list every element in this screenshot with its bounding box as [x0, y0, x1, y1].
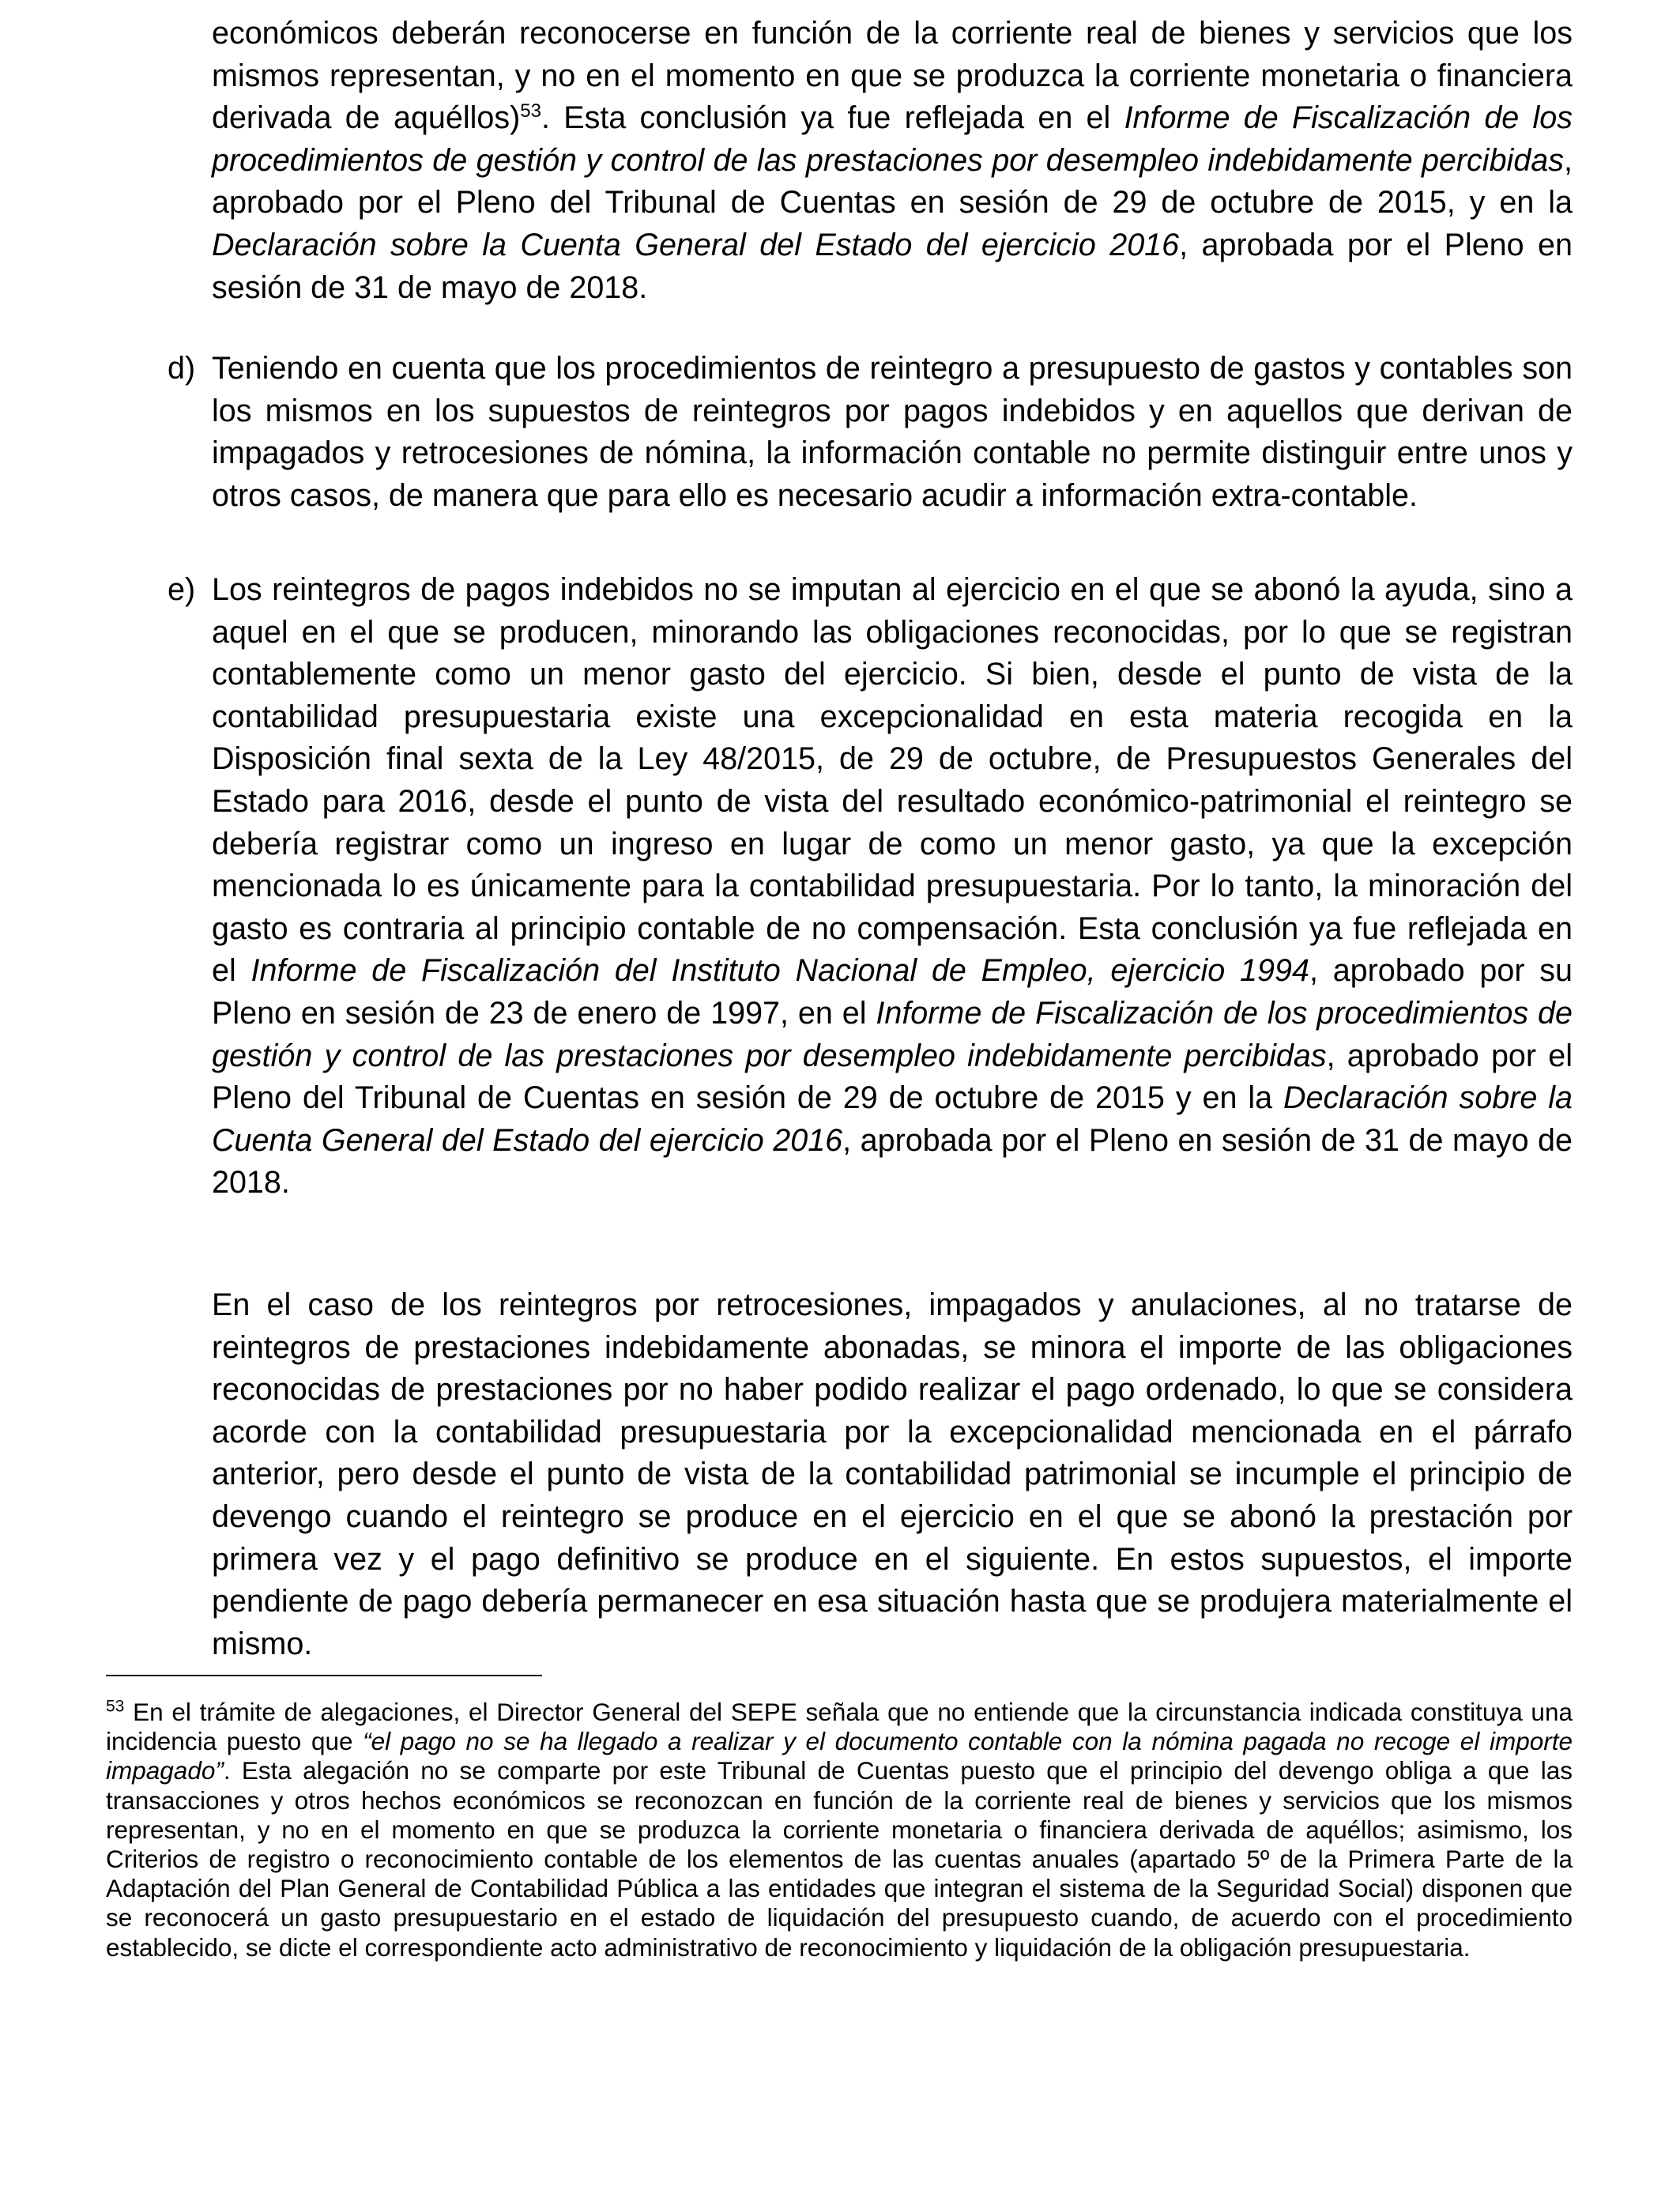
- footnote-reference[interactable]: 53: [520, 100, 541, 123]
- footnote-53: $^{53}$ En el trámite de alegaciones, el Director General del SEPE señala que no entiende que la circunstancia indicada constituya una incidencia puesto que “el pago no se ha llegado a realizar y el documento contable con la nómina pagada no recoge el importe impagado”. Esta alegación no se comparte por este Tribunal de Cuentas puesto que el principio del devengo obliga a que las transacciones y otros hechos económicos se reconozcan en función de la corriente real de bienes y servicios que los mismos representan, y no en el momento en que se produzca la corriente monetaria o financiera derivada de aquéllos; asimismo, los Criterios de registro o reconocimiento contable de los elementos de las cuentas anuales (apartado 5º de la Primera Parte de la Adaptación del Plan General de Contabilidad Pública a las entidades que integran el sistema de la Seguridad Social) disponen que se reconocerá un gasto presupuestario en el estado de liquidación del presupuesto cuando, de acuerdo con el procedimiento establecido, se dicte el correspondiente acto administrativo de reconocimiento y liquidación de la obligación presupuestaria.: [106, 1697, 1573, 1962]
- list-item-e: [168, 569, 1573, 1204]
- declaration-title-italic: Declaración sobre la Cuenta General del Estado del ejercicio 2016: [212, 1080, 1573, 1158]
- final-paragraph: En el caso de los reintegros por retrocesiones, impagados y anulaciones, al no tratarse de reintegros de prestaciones indebidamente abonadas, se minora el importe de las obligaciones reconocidas de prestaciones por no haber podido realizar el pago ordenado, lo que se considera acorde con la contabilidad presupuestaria por la excepcionalidad mencionada en el párrafo anterior, pero desde el punto de vista de la contabilidad patrimonial se incumple el principio de devengo cuando el reintegro se produce en el ejercicio en el que se abonó la prestación por primera vez y el pago definitivo se produce en el siguiente. En estos supuestos, el importe pendiente de pago debería permanecer en esa situación hasta que se produjera materialmente el mismo.: [212, 1287, 1573, 1661]
- footnote-quote: “el pago no se ha llegado a realizar y el documento contable con la nómina pagada no recoge el importe impagado”: [106, 1727, 1573, 1785]
- list-item-text: Teniendo en cuenta que los procedimientos de reintegro a presupuesto de gastos y contables son los mismos en los supuestos de reintegros por pagos indebidos y en aquellos que derivan de impagados y retrocesiones de nómina, la información contable no permite distinguir entre unos y otros casos, de manera que para ello es necesario acudir a información extra-contable.: [212, 351, 1573, 513]
- list-marker: d): [168, 351, 196, 386]
- declaration-title-italic: Declaración sobre la Cuenta General del Estado del ejercicio 2016: [212, 227, 1180, 262]
- list-marker: e): [168, 572, 196, 607]
- list-item-text: Los reintegros de pagos indebidos no se imputan al ejercicio en el que se abonó la ayuda, sino a aquel en el que se producen, minorando las obligaciones reconocidas, por lo que se registran contablemente como un menor gasto del ejercicio. Si bien, desde el punto de vista de la contabilidad presupuestaria existe una excepcionalidad en esta materia recogida en la Disposición final sexta de la Ley 48/2015, de 29 de octubre, de Presupuestos Generales del Estado para 2016, desde el punto de vista del resultado económico-patrimonial el reintegro se debería registrar como un ingreso en lugar de como un menor gasto, ya que la excepción mencionada lo es únicamente para la contabilidad presupuestaria. Por lo tanto, la minoración del gasto es contraria al principio contable de no compensación. Esta conclusión ya fue reflejada en el Informe de Fiscalización del Instituto Nacional de Empleo, ejercicio 1994, aprobado por su Pleno en sesión de 23 de enero de 1997, en el Informe de Fiscalización de los procedimientos de gestión y control de las prestaciones por desempleo indebidamente percibidas, aprobado por el Pleno del Tribunal de Cuentas en sesión de 29 de octubre de 2015 y en la Declaración sobre la Cuenta General del Estado del ejercicio 2016, aprobada por el Pleno en sesión de 31 de mayo de 2018.: [212, 572, 1573, 1201]
- continuation-paragraph: económicos deberán reconocerse en función de la corriente real de bienes y servicios que los mismos representan, y no en el momento en que se produzca la corriente monetaria o financiera derivada de aquéllos)$^{53}$. Esta conclusión ya fue reflejada en el Informe de Fiscalización de los procedimientos de gestión y control de las prestaciones por desempleo indebidamente percibidas, aprobado por el Pleno del Tribunal de Cuentas en sesión de 29 de octubre de 2015, y en la Declaración sobre la Cuenta General del Estado del ejercicio 2016, aprobada por el Pleno en sesión de 31 de mayo de 2018.: [212, 16, 1573, 305]
- report-title-italic: Informe de Fiscalización de los procedimientos de gestión y control de las prestaciones por desempleo indebidamente percibidas: [212, 995, 1573, 1073]
- report-title-italic: Informe de Fiscalización de los procedimientos de gestión y control de las prestaciones por desempleo indebidamente percibidas: [212, 100, 1573, 178]
- footnote-number: 53: [106, 1697, 125, 1716]
- footnote-separator: [106, 1675, 542, 1676]
- report-title-italic: Informe de Fiscalización del Instituto Nacional de Empleo, ejercicio 1994: [250, 953, 1309, 989]
- list-item-d: [168, 348, 1573, 517]
